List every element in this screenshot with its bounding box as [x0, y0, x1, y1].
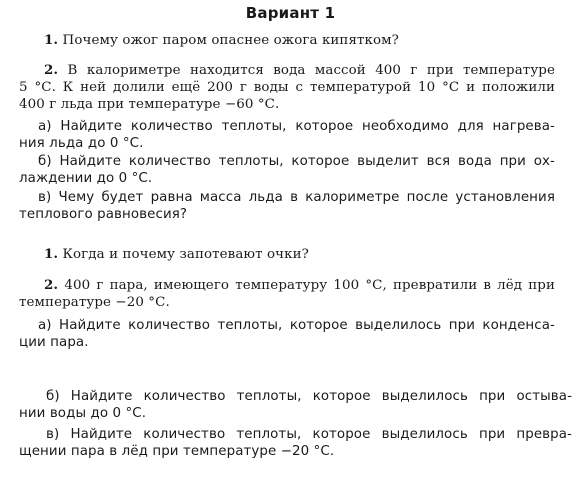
s2-part-a-line-1: а) Найдите количество теплоты, которое выделилось при конденса-	[38, 318, 555, 333]
s1-q2-line-1	[44, 62, 555, 79]
s1-question-1	[44, 32, 399, 49]
s2-q2-line-1-text: 400 г пара, имеющего температуру 100 °С, превратили в лёд при	[64, 278, 555, 293]
s1-part-b-line-2: лаждении до 0 °С.	[19, 171, 153, 186]
s2-part-c-line-2: щении пара в лёд при температуре −20 °С.	[19, 444, 335, 459]
s1-q2-line-1-text: В калориметре находится вода массой 400 г при температуре	[67, 63, 555, 78]
s2-part-c-line-1: в) Найдите количество теплоты, которое выделилось при превра-	[46, 427, 572, 442]
s1-part-b-line-1: б) Найдите количество теплоты, которое выделит вся вода при ох-	[38, 154, 555, 169]
s2-q1-number: 1.	[44, 246, 59, 262]
s1-q2-line-3: 400 г льда при температуре −60 °С.	[19, 97, 280, 112]
s1-q2-number: 2.	[44, 62, 59, 78]
s2-q2-number: 2.	[44, 277, 59, 293]
s2-part-b-line-2: нии воды до 0 °С.	[19, 406, 147, 421]
s2-question-1	[44, 246, 309, 263]
s1-part-c-line-1: в) Чему будет равна масса льда в калориметре после установления	[38, 190, 555, 205]
s2-q1-text: Когда и почему запотевают очки?	[62, 247, 309, 262]
s1-part-a-line-1: а) Найдите количество теплоты, которое необходимо для нагрева-	[38, 119, 555, 134]
s2-q2-line-2: температуре −20 °С.	[19, 295, 170, 310]
s1-q2-line-2: 5 °С. К ней долили ещё 200 г воды с температурой 10 °С и положили	[19, 80, 555, 95]
s1-part-c-line-2: теплового равновесия?	[19, 207, 188, 222]
s2-part-a-line-2: ции пара.	[19, 335, 89, 350]
s1-q1-number: 1.	[44, 32, 59, 48]
s2-part-b-line-1: б) Найдите количество теплоты, которое выделилось при остыва-	[46, 389, 572, 404]
s2-q2-line-1	[44, 277, 555, 294]
s1-q1-text: Почему ожог паром опаснее ожога кипятком?	[62, 33, 399, 48]
s1-part-a-line-2: ния льда до 0 °С.	[19, 136, 144, 151]
variant-title: Вариант 1	[245, 4, 336, 22]
